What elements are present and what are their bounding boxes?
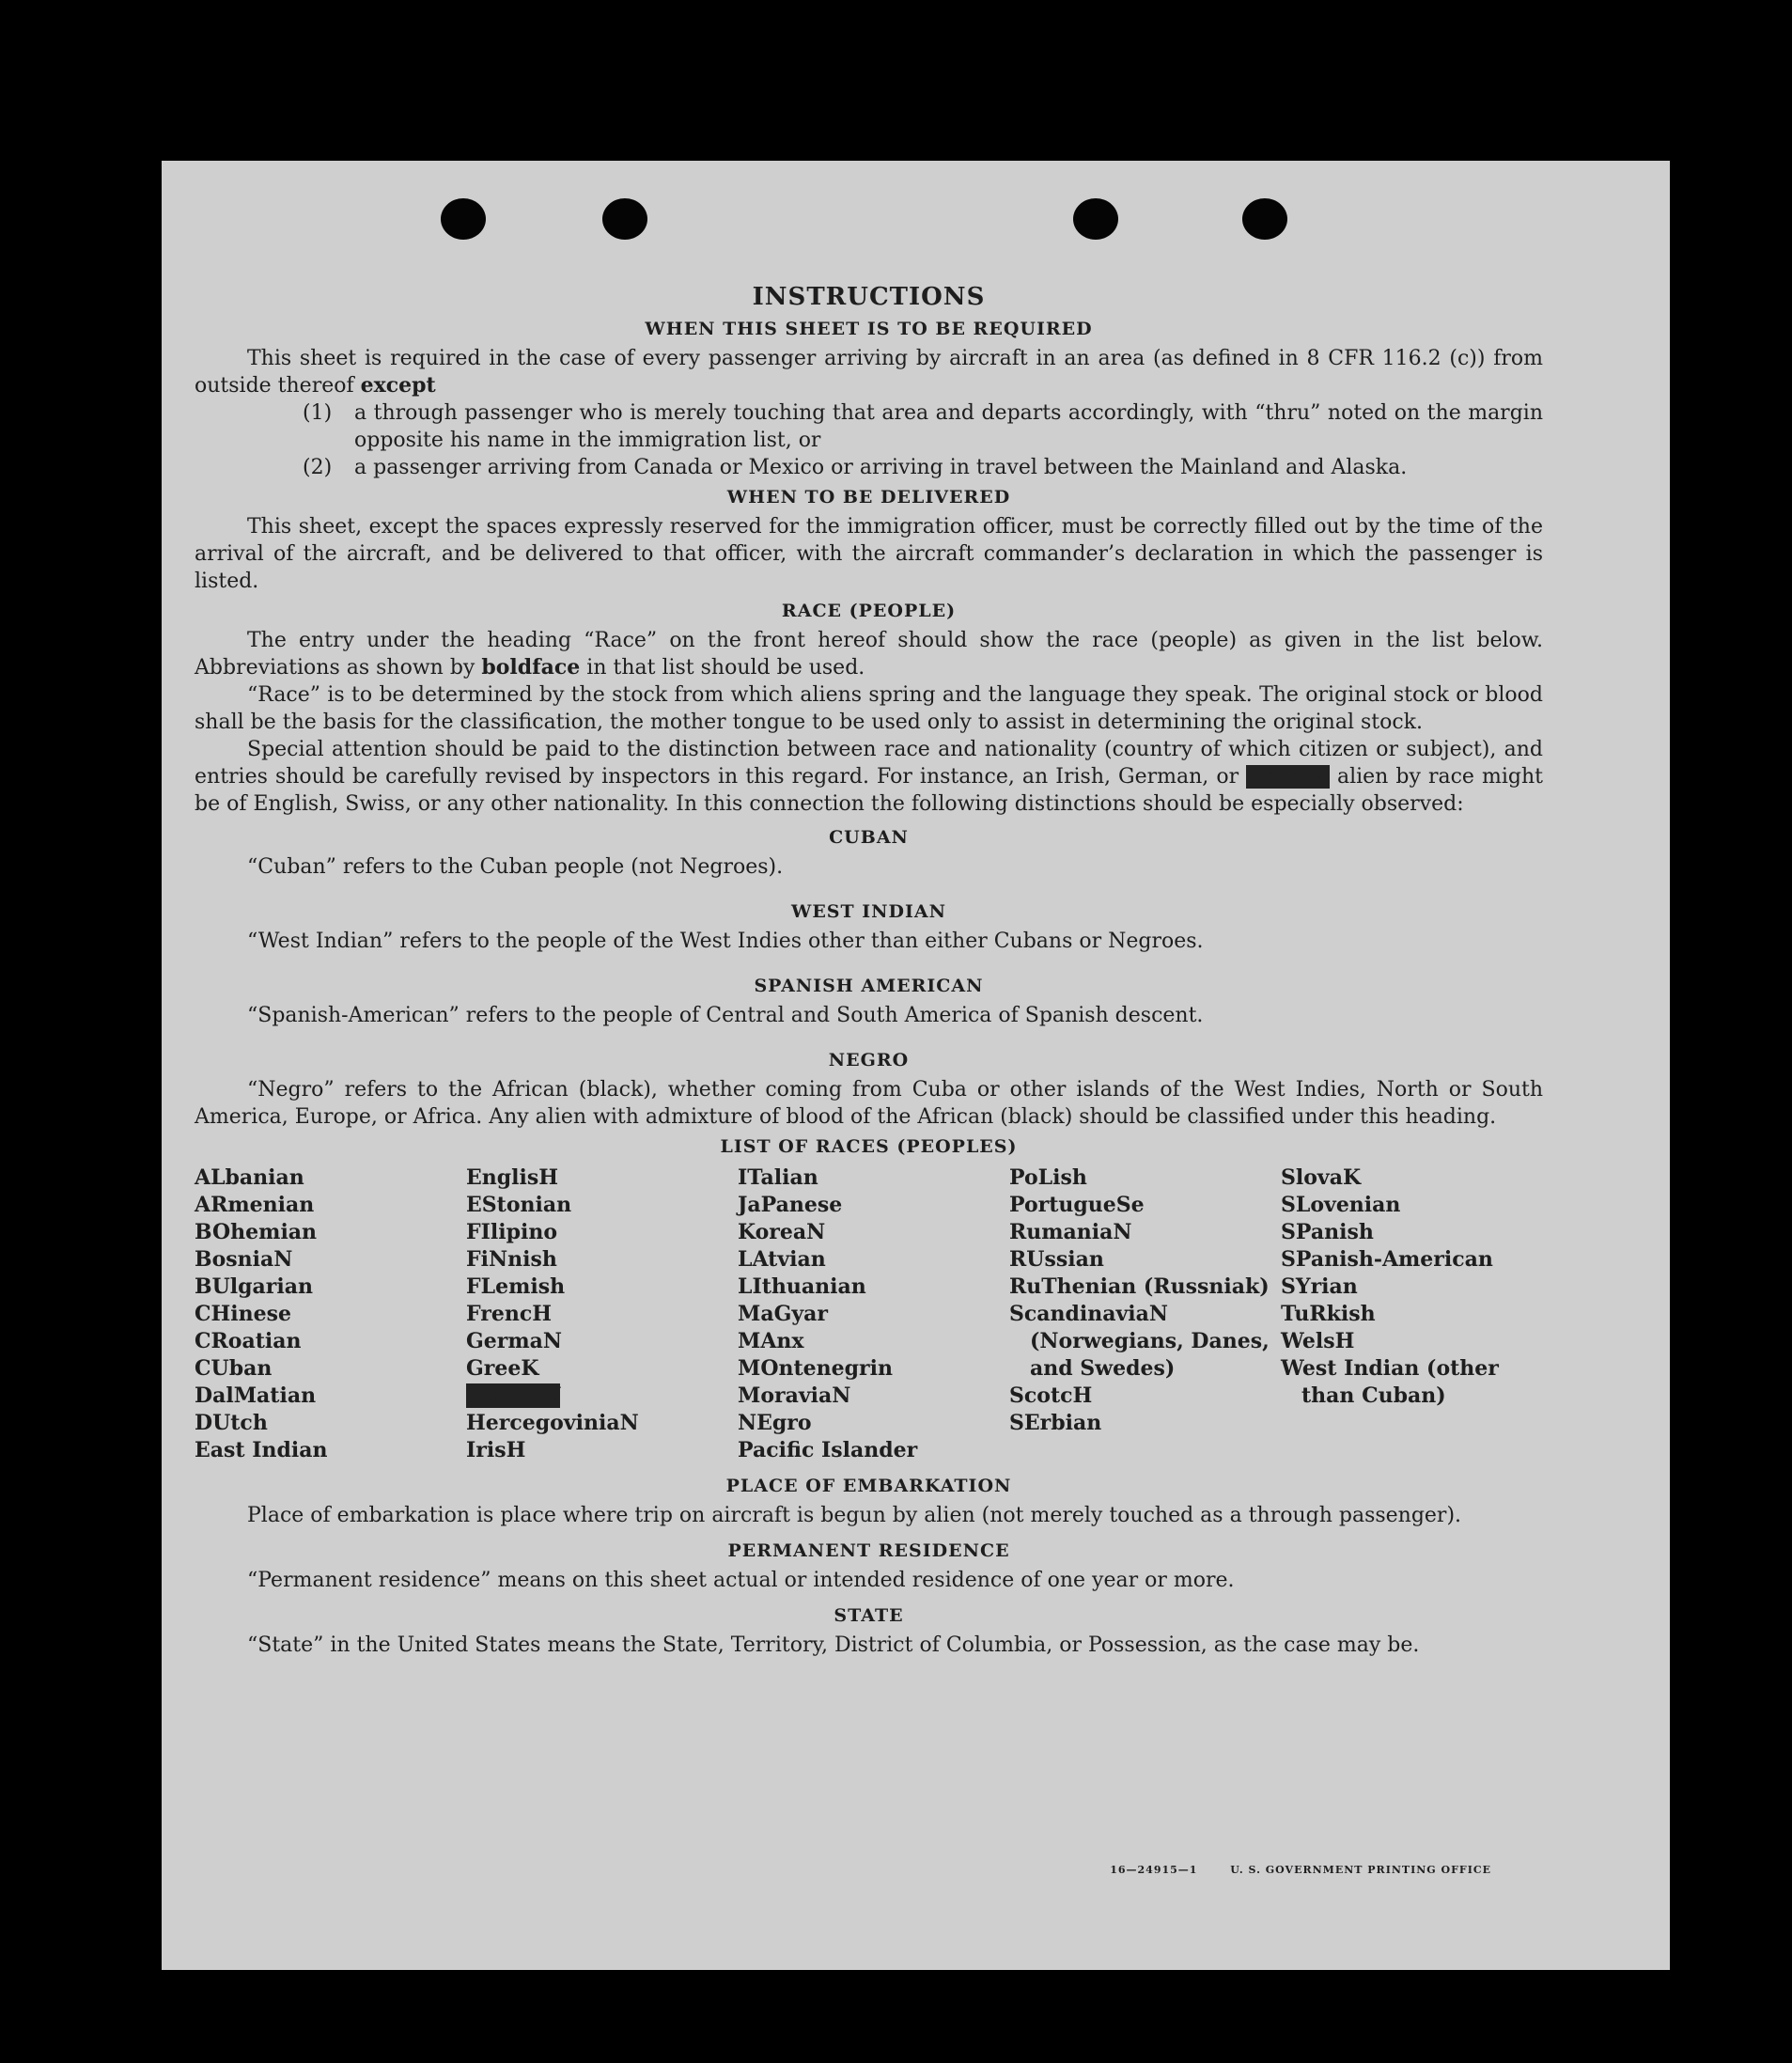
required-text: This sheet is required in the case of every passenger arriving by aircraft in an area (as defined in 8 CFR 116.2 (c)) from outside thereof except <box>195 347 1543 398</box>
race-item: DUtch <box>195 1411 268 1435</box>
race-item: DalMatian <box>195 1383 317 1408</box>
residence-text: “Permanent residence” means on this sheet actual or intended residence of one year or more. <box>247 1569 1235 1592</box>
race-item: GreeK <box>466 1356 539 1381</box>
race-item: MOntenegrin <box>738 1356 893 1381</box>
race-column <box>1009 1164 1281 1464</box>
delivered-text: This sheet, except the spaces expressly reserved for the immigration officer, must be correctly filled out by the time of the arrival of the aircraft, and be delivered to that officer, with the aircraft commander’s declaration in which the passenger is listed. <box>195 515 1543 593</box>
race-column <box>1281 1164 1552 1464</box>
section-heading-delivered: WHEN TO BE DELIVERED <box>726 487 1011 508</box>
race-item: ScotcH <box>1009 1383 1093 1408</box>
race-item-struck: HebreW <box>466 1383 561 1408</box>
race-item: Pacific Islander <box>738 1438 918 1462</box>
race-list <box>195 1164 1543 1464</box>
race-item: MaGyar <box>738 1302 829 1326</box>
section-heading-state: STATE <box>834 1605 904 1626</box>
race-item: BUlgarian <box>195 1274 313 1299</box>
section-heading-west-indian: WEST INDIAN <box>790 901 947 922</box>
race-item: FiNnish <box>466 1247 557 1272</box>
form-code: 16—24915—1 <box>1110 1864 1198 1876</box>
race-item: East Indian <box>195 1438 328 1462</box>
section-heading-residence: PERMANENT RESIDENCE <box>727 1540 1010 1561</box>
section-heading-cuban: CUBAN <box>829 827 909 848</box>
print-footer <box>1082 1864 1491 1876</box>
race-paragraph-2: “Race” is to be determined by the stock from which aliens spring and the language they speak. The original stock or blood shall be the basis for the classification, the mother tongue to be used only to assist in determining the original stock. <box>195 683 1543 734</box>
instructions-content <box>195 283 1543 1659</box>
race-item: PortugueSe <box>1009 1193 1145 1217</box>
race-item: ARmenian <box>195 1193 315 1217</box>
race-item: JaPanese <box>738 1193 843 1217</box>
race-paragraph-1: The entry under the heading “Race” on the front hereof should show the race (people) as given in the list below. Abbreviations as shown by boldface in that list should be used. <box>195 629 1543 680</box>
section-heading-embarkation: PLACE OF EMBARKATION <box>725 1476 1012 1496</box>
section-heading-list: LIST OF RACES (PEOPLES) <box>720 1136 1018 1157</box>
race-item: KoreaN <box>738 1220 826 1244</box>
document-sheet <box>162 161 1670 1970</box>
race-item: MoraviaN <box>738 1383 851 1408</box>
race-item: ITalian <box>738 1165 818 1190</box>
required-item: (2) a passenger arriving from Canada or Mexico or arriving in travel between the Mainland and Alaska. <box>303 456 1408 479</box>
state-text: “State” in the United States means the State, Territory, District of Columbia, or Possession, as the case may be. <box>247 1633 1420 1657</box>
race-item: FIlipino <box>466 1220 558 1244</box>
race-item: IrisH <box>466 1438 526 1462</box>
section-heading-race: RACE (PEOPLE) <box>781 601 957 621</box>
race-item: EnglisH <box>466 1165 559 1190</box>
struck-word: Hebrew <box>1246 765 1330 789</box>
race-item: LAtvian <box>738 1247 826 1272</box>
race-item: FrencH <box>466 1302 552 1326</box>
race-item: SLovenian <box>1281 1193 1401 1217</box>
race-item: SYrian <box>1281 1274 1358 1299</box>
race-item: RUssian <box>1009 1247 1104 1272</box>
race-item: EStonian <box>466 1193 572 1217</box>
race-item: BosniaN <box>195 1247 293 1272</box>
punch-hole <box>1242 198 1287 240</box>
required-item: (1) a through passenger who is merely touching that area and departs accordingly, with “thru” noted on the margin opposite his name in the immigration list, or <box>303 401 1543 452</box>
race-item: SPanish <box>1281 1220 1374 1244</box>
punch-hole <box>1073 198 1118 240</box>
race-item: CUban <box>195 1356 273 1381</box>
race-item: SPanish-American <box>1281 1247 1493 1272</box>
punch-hole <box>602 198 647 240</box>
race-item: ScandinaviaN (Norwegians, Danes, and Swedes) <box>1009 1302 1270 1381</box>
race-item: BOhemian <box>195 1220 318 1244</box>
embarkation-text: Place of embarkation is place where trip on aircraft is begun by alien (not merely touched as a through passenger). <box>247 1504 1462 1527</box>
race-item: GermaN <box>466 1329 563 1353</box>
west-indian-text: “West Indian” refers to the people of the West Indies other than either Cubans or Negroes. <box>247 930 1204 953</box>
race-item: TuRkish <box>1281 1302 1376 1326</box>
race-item: WelsH <box>1281 1329 1355 1353</box>
race-item: HercegoviniaN <box>466 1411 639 1435</box>
negro-text: “Negro” refers to the African (black), whether coming from Cuba or other islands of the West Indies, North or South America, Europe, or Africa. Any alien with admixture of blood of the African (black) should be classified under this heading. <box>195 1078 1543 1129</box>
printer-credit: U. S. GOVERNMENT PRINTING OFFICE <box>1230 1864 1491 1876</box>
race-item: LIthuanian <box>738 1274 866 1299</box>
section-heading-negro: NEGRO <box>828 1050 910 1071</box>
race-item: CRoatian <box>195 1329 302 1353</box>
race-column <box>195 1164 466 1464</box>
race-item: SlovaK <box>1281 1165 1362 1190</box>
race-item: CHinese <box>195 1302 292 1326</box>
punch-hole <box>441 198 486 240</box>
race-item: ALbanian <box>195 1165 304 1190</box>
race-column <box>738 1164 1009 1464</box>
race-item: PoLish <box>1009 1165 1087 1190</box>
race-paragraph-3: Special attention should be paid to the distinction between race and nationality (country of which citizen or subject), and entries should be carefully revised by inspectors in this regard. For instance, an Irish, German, or Hebrew alien by race might be of English, Swiss, or any other nationality. In this connection the following distinctions should be especially observed: <box>195 738 1544 816</box>
race-item: RuThenian (Russniak) <box>1009 1274 1270 1299</box>
section-heading-spanish-american: SPANISH AMERICAN <box>754 976 984 996</box>
race-item: FLemish <box>466 1274 566 1299</box>
race-item: RumaniaN <box>1009 1220 1132 1244</box>
section-heading-required: WHEN THIS SHEET IS TO BE REQUIRED <box>645 319 1093 339</box>
race-item: NEgro <box>738 1411 812 1435</box>
cuban-text: “Cuban” refers to the Cuban people (not Negroes). <box>247 855 784 879</box>
page-title: INSTRUCTIONS <box>752 283 986 311</box>
race-item: MAnx <box>738 1329 804 1353</box>
spanish-american-text: “Spanish-American” refers to the people of Central and South America of Spanish descent. <box>247 1004 1204 1027</box>
race-item: SErbian <box>1009 1411 1102 1435</box>
race-column <box>466 1164 738 1464</box>
race-item: West Indian (other than Cuban) <box>1281 1356 1499 1408</box>
